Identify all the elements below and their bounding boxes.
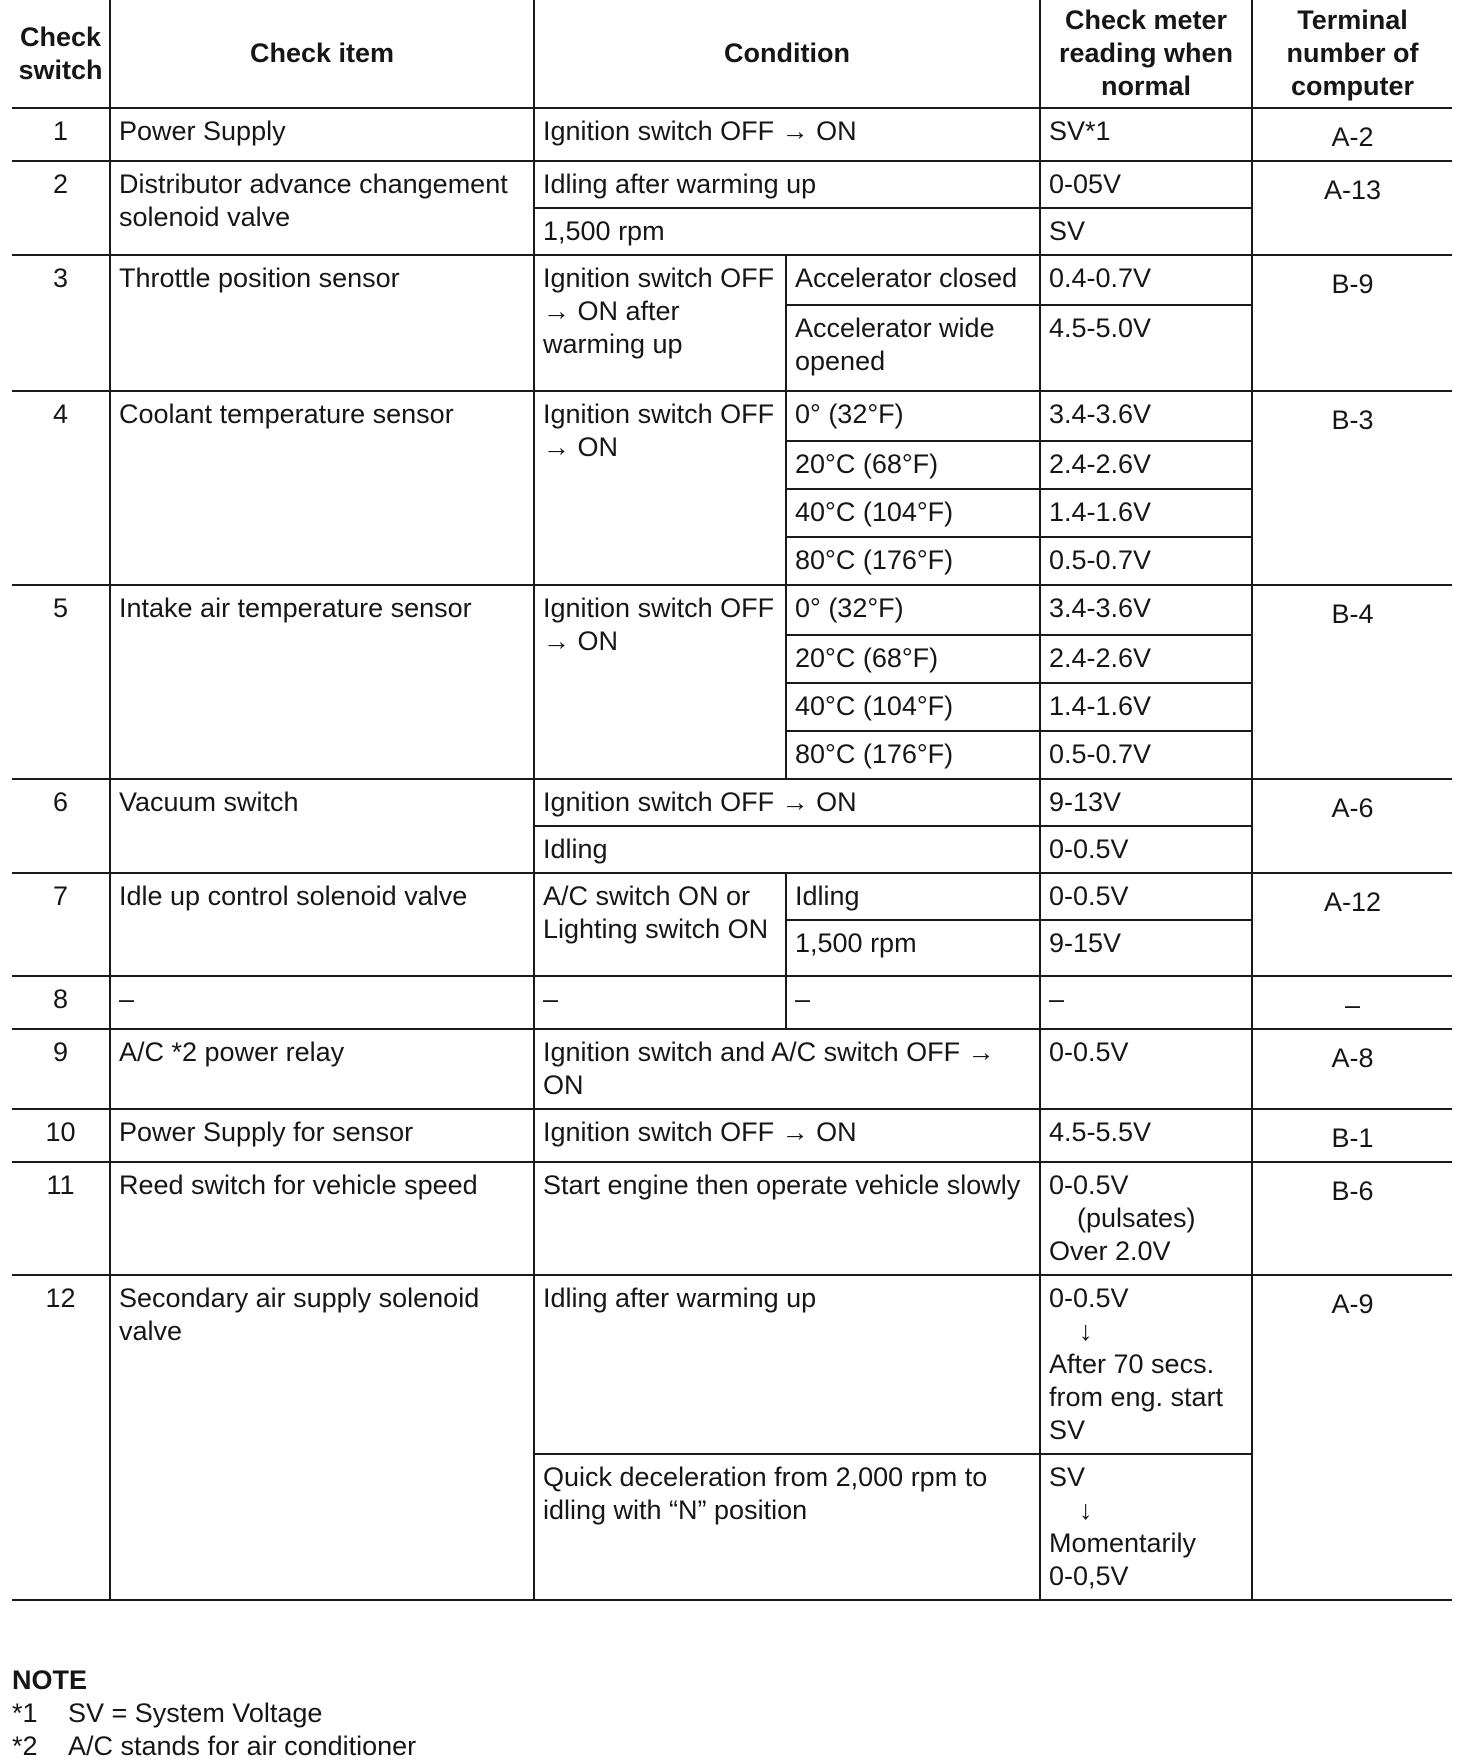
- condition: Ignition switch OFF → ON after warming up: [534, 255, 786, 391]
- table-row: [12, 873, 1452, 920]
- meter-reading: 0.5-0.7V: [1040, 731, 1252, 779]
- condition: Ignition switch OFF → ON: [534, 1109, 1040, 1162]
- terminal: A-8: [1252, 1029, 1452, 1109]
- switch-number: 4: [12, 391, 110, 585]
- meter-reading: 0-05V: [1040, 161, 1252, 208]
- note-text: SV = System Voltage: [68, 1698, 323, 1728]
- meter-reading: 0-0.5V: [1040, 873, 1252, 920]
- meter-reading-line: Momentarily: [1049, 1528, 1197, 1558]
- switch-number: 7: [12, 873, 110, 976]
- condition: Quick deceleration from 2,000 rpm to idling with “N” position: [534, 1454, 1040, 1600]
- condition: Idling after warming up: [534, 1275, 1040, 1454]
- condition: Idling after warming up: [534, 161, 1040, 208]
- sub-condition: 0° (32°F): [786, 391, 1040, 441]
- meter-reading: 3.4-3.6V: [1040, 585, 1252, 635]
- check-item: Throttle position sensor: [110, 255, 534, 391]
- condition: Ignition switch OFF → ON: [534, 779, 1040, 826]
- meter-reading-line: After 70 secs.: [1049, 1349, 1215, 1379]
- terminal: B-6: [1252, 1162, 1452, 1275]
- sub-condition: 20°C (68°F): [786, 635, 1040, 683]
- meter-reading-line: from eng. start: [1049, 1382, 1224, 1412]
- sub-condition: Accelerator closed: [786, 255, 1040, 305]
- meter-reading: [1040, 1162, 1252, 1275]
- sub-condition: 20°C (68°F): [786, 441, 1040, 489]
- terminal: A-9: [1252, 1275, 1452, 1600]
- meter-reading: 4.5-5.5V: [1040, 1109, 1252, 1162]
- condition: –: [534, 976, 786, 1029]
- terminal: –: [1252, 976, 1452, 1029]
- terminal: A-6: [1252, 779, 1452, 873]
- check-item: A/C *2 power relay: [110, 1029, 534, 1109]
- sub-condition: 80°C (176°F): [786, 537, 1040, 585]
- table-row: [12, 585, 1452, 635]
- header-condition: Condition: [534, 0, 1040, 108]
- switch-number: 3: [12, 255, 110, 391]
- check-item: Vacuum switch: [110, 779, 534, 873]
- meter-reading: [1040, 1454, 1252, 1600]
- switch-number: 12: [12, 1275, 110, 1600]
- note-item: [12, 1730, 1012, 1763]
- check-item: Power Supply for sensor: [110, 1109, 534, 1162]
- sub-condition: 1,500 rpm: [786, 920, 1040, 976]
- table-row: [12, 1109, 1452, 1162]
- check-item: –: [110, 976, 534, 1029]
- table-row: [12, 161, 1452, 208]
- meter-reading: [1040, 1275, 1252, 1454]
- header-check-item: Check item: [110, 0, 534, 108]
- check-item: Distributor advance changement solenoid valve: [110, 161, 534, 255]
- meter-reading: 2.4-2.6V: [1040, 635, 1252, 683]
- meter-reading: 2.4-2.6V: [1040, 441, 1252, 489]
- meter-reading: –: [1040, 976, 1252, 1029]
- terminal: B-4: [1252, 585, 1452, 779]
- header-terminal: Terminal number of computer: [1252, 0, 1452, 108]
- sub-condition: Idling: [786, 873, 1040, 920]
- check-item: Idle up control solenoid valve: [110, 873, 534, 976]
- note-marker: *1: [12, 1698, 38, 1728]
- switch-number: 6: [12, 779, 110, 873]
- sub-condition: Accelerator wide opened: [786, 305, 1040, 391]
- terminal: A-13: [1252, 161, 1452, 255]
- switch-number: 1: [12, 108, 110, 161]
- note-marker: *2: [12, 1731, 38, 1761]
- meter-reading-line: (pulsates): [1077, 1203, 1196, 1233]
- meter-reading-line: 0-0.5V: [1049, 1170, 1129, 1200]
- meter-reading: 0-0.5V: [1040, 826, 1252, 873]
- switch-number: 5: [12, 585, 110, 779]
- sub-condition: –: [786, 976, 1040, 1029]
- down-arrow-icon: ↓: [1079, 1495, 1093, 1525]
- check-item: Coolant temperature sensor: [110, 391, 534, 585]
- condition: Idling: [534, 826, 1040, 873]
- table-row: [12, 391, 1452, 441]
- switch-number: 10: [12, 1109, 110, 1162]
- condition: Ignition switch OFF → ON: [534, 108, 1040, 161]
- condition: 1,500 rpm: [534, 208, 1040, 255]
- meter-reading: 0.4-0.7V: [1040, 255, 1252, 305]
- meter-reading: 3.4-3.6V: [1040, 391, 1252, 441]
- note-item: [12, 1697, 1012, 1730]
- table-row: [12, 255, 1452, 305]
- check-table: [12, 0, 1452, 1601]
- meter-reading: 9-15V: [1040, 920, 1252, 976]
- sub-condition: 40°C (104°F): [786, 489, 1040, 537]
- sub-condition: 80°C (176°F): [786, 731, 1040, 779]
- meter-reading: SV*1: [1040, 108, 1252, 161]
- meter-reading: 1.4-1.6V: [1040, 683, 1252, 731]
- table-row: [12, 108, 1452, 161]
- condition: Start engine then operate vehicle slowly: [534, 1162, 1040, 1275]
- meter-reading: SV: [1040, 208, 1252, 255]
- table-row: [12, 779, 1452, 826]
- header-check-switch: Check switch: [12, 0, 110, 108]
- note-title: NOTE: [12, 1665, 88, 1695]
- condition: A/C switch ON or Lighting switch ON: [534, 873, 786, 976]
- meter-reading: 9-13V: [1040, 779, 1252, 826]
- meter-reading: 0-0.5V: [1040, 1029, 1252, 1109]
- meter-reading-line: Over 2.0V: [1049, 1236, 1171, 1266]
- switch-number: 2: [12, 161, 110, 255]
- table-row: [12, 1029, 1452, 1109]
- switch-number: 11: [12, 1162, 110, 1275]
- meter-reading-line: SV: [1049, 1415, 1086, 1445]
- check-table-container: [12, 0, 1452, 1601]
- check-item: Intake air temperature sensor: [110, 585, 534, 779]
- meter-reading-line: SV: [1049, 1462, 1086, 1492]
- meter-reading-line: 0-0,5V: [1049, 1561, 1129, 1591]
- header-row: [12, 0, 1452, 108]
- note-text: A/C stands for air conditioner: [68, 1731, 417, 1761]
- terminal: B-3: [1252, 391, 1452, 585]
- condition: Ignition switch and A/C switch OFF → ON: [534, 1029, 1040, 1109]
- table-row: [12, 976, 1452, 1029]
- check-item: Secondary air supply solenoid valve: [110, 1275, 534, 1600]
- table-row: [12, 1275, 1452, 1454]
- sub-condition: 0° (32°F): [786, 585, 1040, 635]
- check-item: Reed switch for vehicle speed: [110, 1162, 534, 1275]
- condition: Ignition switch OFF → ON: [534, 391, 786, 585]
- condition: Ignition switch OFF → ON: [534, 585, 786, 779]
- meter-reading: 1.4-1.6V: [1040, 489, 1252, 537]
- down-arrow-icon: ↓: [1079, 1316, 1093, 1346]
- check-item: Power Supply: [110, 108, 534, 161]
- terminal: B-9: [1252, 255, 1452, 391]
- terminal: A-2: [1252, 108, 1452, 161]
- header-meter-reading: Check meter reading when normal: [1040, 0, 1252, 108]
- terminal: A-12: [1252, 873, 1452, 976]
- sub-condition: 40°C (104°F): [786, 683, 1040, 731]
- meter-reading: 0.5-0.7V: [1040, 537, 1252, 585]
- meter-reading: 4.5-5.0V: [1040, 305, 1252, 391]
- table-row: [12, 1162, 1452, 1275]
- terminal: B-1: [1252, 1109, 1452, 1162]
- switch-number: 8: [12, 976, 110, 1029]
- meter-reading-line: 0-0.5V: [1049, 1283, 1129, 1313]
- note-section: [12, 1664, 1012, 1763]
- switch-number: 9: [12, 1029, 110, 1109]
